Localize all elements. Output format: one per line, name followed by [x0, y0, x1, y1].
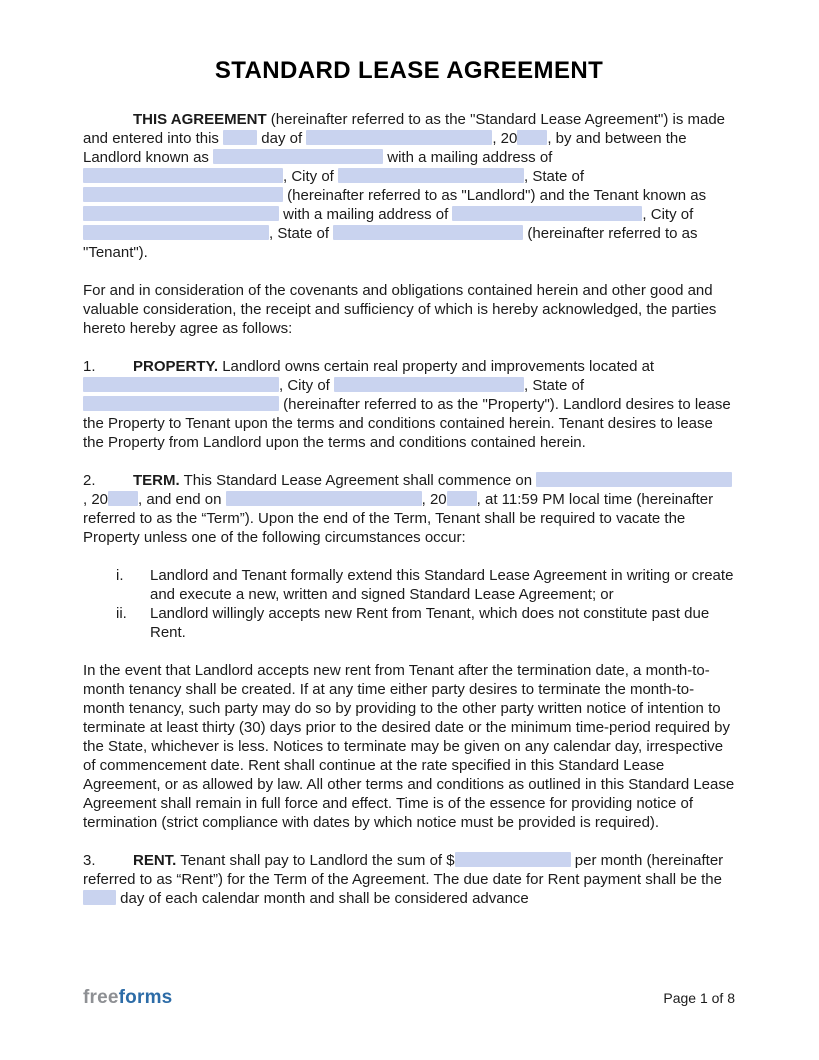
field-term-start-date[interactable] [536, 472, 732, 487]
text-run: , City of [283, 168, 339, 185]
consideration-paragraph: For and in consideration of the covenants and obligations contained herein and other good and valuable consideration, the receipt and sufficiency of which is hereby acknowledged, the parties hereto hereby agree as follows: [83, 282, 717, 337]
text-run: , State of [524, 168, 585, 185]
text-run: with a mailing address of [279, 206, 453, 223]
holdover-paragraph: In the event that Landlord accepts new rent from Tenant after the termination date, a month-to-month tenancy shall be created. If at any time either party desires to terminate the month-to-month tenancy, such party may do so by providing to the other party written notice of intention to terminate at least thirty (30) days prior to the desired date or the minimum time-period required by the State, whichever is less. Notices to terminate may be given on any calendar day, irrespective of commencement date. Rent shall continue at the rate specified in this Standard Lease Agreement, or as allowed by law. All other terms and conditions as outlined in this Standard Lease Agreement shall remain in full force and effect. Time is of the essence for providing notice of termination (strict compliance with dates by which notice must be provided is required). [83, 662, 735, 831]
freeforms-logo [83, 988, 172, 1007]
list-marker: ii. [116, 605, 127, 622]
field-execution-day[interactable] [223, 130, 257, 145]
document-title: STANDARD LEASE AGREEMENT [214, 57, 604, 84]
section-rent [83, 851, 735, 908]
field-tenant-city[interactable] [83, 225, 269, 240]
section-heading-term: TERM. [133, 472, 180, 489]
field-rent-due-day[interactable] [83, 890, 116, 905]
field-term-start-year[interactable] [108, 491, 138, 506]
list-item-text: Landlord and Tenant formally extend this Standard Lease Agreement in writing or create and execute a new, written and signed Standard Lease Agreement; or [150, 567, 734, 603]
text-run: Landlord owns certain real property and improvements located at [218, 358, 655, 375]
text-run: , by and between the Landlord known as [83, 130, 687, 166]
section-number: 3. [83, 852, 96, 869]
text-run: , at 11:59 PM local time (hereinafter referred to as the “Term”). Upon the end of the Term, Tenant shall be required to vacate the Property unless one of the following circumstances occur: [83, 491, 714, 546]
list-marker: i. [116, 567, 124, 584]
logo-forms-text: forms [118, 987, 173, 1008]
field-property-state[interactable] [83, 396, 279, 411]
section-heading-property: PROPERTY. [133, 358, 219, 375]
text-run: This Standard Lease Agreement shall commence on [179, 472, 537, 489]
text-run: (hereinafter referred to as "Tenant"). [83, 225, 698, 261]
field-execution-year[interactable] [517, 130, 547, 145]
text-run: , 20 [492, 130, 518, 147]
agreement-lead-text: THIS AGREEMENT [133, 111, 267, 128]
section-heading-rent: RENT. [133, 852, 177, 869]
text-run: day of [257, 130, 307, 147]
text-run: , and end on [138, 491, 226, 508]
field-landlord-state[interactable] [83, 187, 283, 202]
text-run: (hereinafter referred to as the "Property"). Landlord desires to lease the Property to Tenant upon the terms and conditions contained herein. Tenant desires to lease the Property from Landlord upon the terms and conditions contained herein. [83, 396, 731, 451]
text-run: (hereinafter referred to as "Landlord") and the Tenant known as [283, 187, 707, 204]
field-tenant-name[interactable] [83, 206, 279, 221]
list-item [116, 566, 735, 604]
section-property [83, 357, 735, 452]
section-number: 2. [83, 472, 96, 489]
text-run: , 20 [421, 491, 447, 508]
text-run: with a mailing address of [383, 149, 553, 166]
field-landlord-address[interactable] [83, 168, 283, 183]
field-tenant-state[interactable] [333, 225, 523, 240]
text-run: , 20 [83, 491, 109, 508]
section-number: 1. [83, 358, 96, 375]
field-property-address[interactable] [83, 377, 279, 392]
page-indicator: Page 1 of 8 [663, 990, 735, 1006]
list-item [116, 604, 735, 642]
field-execution-month[interactable] [306, 130, 492, 145]
text-run: , City of [279, 377, 335, 394]
intro-paragraph [83, 110, 735, 262]
field-landlord-city[interactable] [338, 168, 524, 183]
page-footer [83, 988, 735, 1008]
text-run: (hereinafter referred to as the "Standard Lease Agreement") is made and entered into this [83, 111, 726, 147]
text-run: , State of [269, 225, 334, 242]
field-term-end-date[interactable] [226, 491, 422, 506]
term-conditions-list [116, 566, 735, 642]
field-property-city[interactable] [334, 377, 524, 392]
text-run: , State of [524, 377, 585, 394]
logo-free-text: free [83, 987, 119, 1008]
field-rent-amount[interactable] [455, 852, 571, 867]
text-run: , City of [642, 206, 694, 223]
text-run: Tenant shall pay to Landlord the sum of $ [176, 852, 455, 869]
field-term-end-year[interactable] [447, 491, 477, 506]
section-term [83, 471, 735, 547]
field-tenant-address[interactable] [452, 206, 642, 221]
text-run: per month (hereinafter referred to as “Rent”) for the Term of the Agreement. The due date for Rent payment shall be the [83, 852, 724, 888]
list-item-text: Landlord willingly accepts new Rent from Tenant, which does not constitute past due Rent. [150, 605, 710, 641]
field-landlord-name[interactable] [213, 149, 383, 164]
text-run: day of each calendar month and shall be considered advance [116, 890, 529, 907]
